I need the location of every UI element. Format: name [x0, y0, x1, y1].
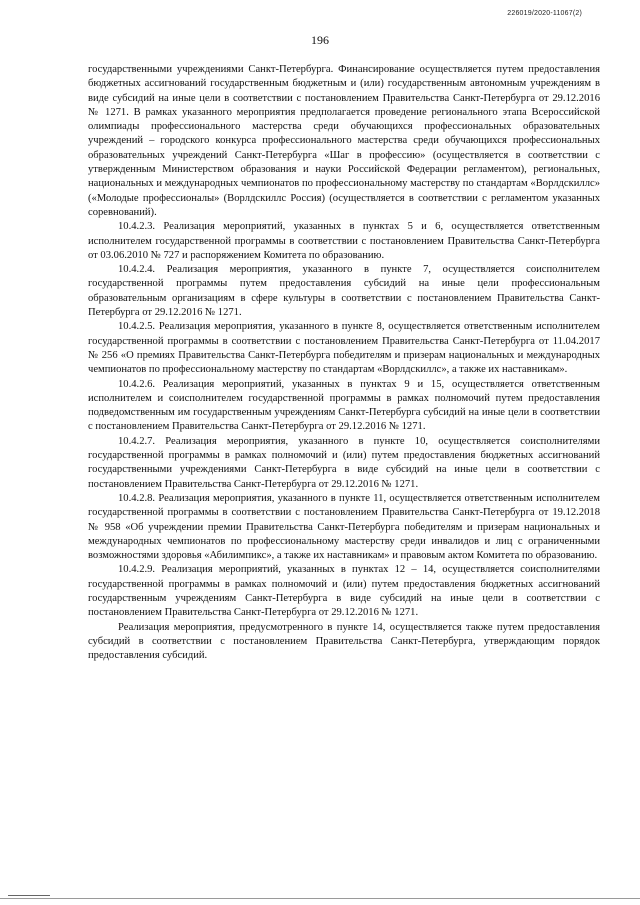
paragraph-10-4-2-8: 10.4.2.8. Реализация мероприятия, указанного в пункте 11, осуществляется ответственным исполнителем государственной программы в соответствии с постановлением Правительства Санкт-Петербурга от 19.12.2018 № 958 «Об учреждении премии Правительства Санкт-Петербурга победителям и призерам национальных и международных чемпионатов по профессиональному мастерству среди инвалидов и лиц с ограниченными возможностями здоровья «Абилимпикс», а также их наставникам» и правовым актом Комитета по образованию.	[88, 492, 600, 562]
page-number: 196	[311, 33, 329, 47]
paragraph-10-4-2-9: 10.4.2.9. Реализация мероприятий, указанных в пунктах 12 – 14, осуществляется соисполнителями государственной программы в рамках полномочий и (или) путем предоставления бюджетных ассигнований государственным учреждениям Санкт-Петербурга в виде субсидий на иные цели в соответствии с постановлением Правительства Санкт-Петербурга от 29.12.2016 № 1271.	[88, 564, 600, 619]
document-body	[88, 63, 600, 663]
paragraph-item-14-note: Реализация мероприятия, предусмотренного в пункте 14, осуществляется также путем предоставления субсидий в соответствии с постановлением Правительства Санкт-Петербурга, утверждающим порядок предоставления субсидий.	[88, 621, 600, 662]
paragraph-10-4-2-5: 10.4.2.5. Реализация мероприятия, указанного в пункте 8, осуществляется ответственным исполнителем государственной программы в соответствии с постановлением Правительства Санкт-Петербурга от 11.04.2017 № 256 «О премиях Правительства Санкт-Петербурга победителям и призерам национальных и международных чемпионатов по профессиональному мастерству по стандартам «Ворлдскиллс», а также их наставникам».	[88, 321, 600, 376]
paragraph-10-4-2-4: 10.4.2.4. Реализация мероприятия, указанного в пункте 7, осуществляется соисполнителем государственной программы путем предоставления субсидий на иные цели профессиональным образовательным организациям в сфере культуры в соответствии с постановлением Правительства Санкт-Петербурга от 29.12.2016 № 1271.	[88, 264, 600, 319]
scan-edge-mark	[8, 895, 50, 896]
paragraph-10-4-2-3: 10.4.2.3. Реализация мероприятий, указанных в пунктах 5 и 6, осуществляется ответственным исполнителем государственной программы в соответствии с постановлением Правительства Санкт-Петербурга от 03.06.2010 № 727 и распоряжением Комитета по образованию.	[88, 221, 600, 261]
scan-bottom-edge	[0, 898, 640, 899]
paragraph-continuation: государственными учреждениями Санкт-Петербурга. Финансирование осуществляется путем предоставления бюджетных ассигнований государственным бюджетным и (или) государственным автономным учреждениям в виде субсидий на иные цели в соответствии с постановлением Правительства Санкт-Петербурга от 29.12.2016 № 1271. В рамках указанного мероприятия предполагается проведение регионального этапа Всероссийской олимпиады профессионального мастерства среди обучающихся профессиональных образовательных учреждений – городского конкурса профессионального мастерства среди обучающихся профессиональных образовательных учреждений Санкт-Петербурга «Шаг в профессию» (осуществляется в соответствии с утвержденным Министерством образования и науки Российской Федерации регламентом), региональных, национальных и международных чемпионатов по профессиональному мастерству по стандартам «Ворлдскиллс» («Молодые профессионалы» (Ворлдскиллс Россия) (осуществляется в соответствии с регламентом указанных соревнований).	[88, 64, 600, 218]
paragraph-10-4-2-6: 10.4.2.6. Реализация мероприятий, указанных в пунктах 9 и 15, осуществляется ответственным исполнителем и соисполнителем государственной программы в рамках полномочий путем предоставления подведомственным им государственным учреждениям Санкт-Петербурга субсидий на иные цели в соответствии с постановлением Правительства Санкт-Петербурга от 29.12.2016 № 1271.	[88, 378, 600, 433]
document-registration-number: 226019/2020-11067(2)	[507, 10, 582, 17]
paragraph-10-4-2-7: 10.4.2.7. Реализация мероприятия, указанного в пункте 10, осуществляется соисполнителями государственной программы в рамках полномочий и (или) путем предоставления бюджетных ассигнований государственными учреждениями Санкт-Петербурга в виде субсидий на иные цели в соответствии с постановлением Правительства Санкт-Петербурга от 29.12.2016 № 1271.	[88, 435, 600, 490]
